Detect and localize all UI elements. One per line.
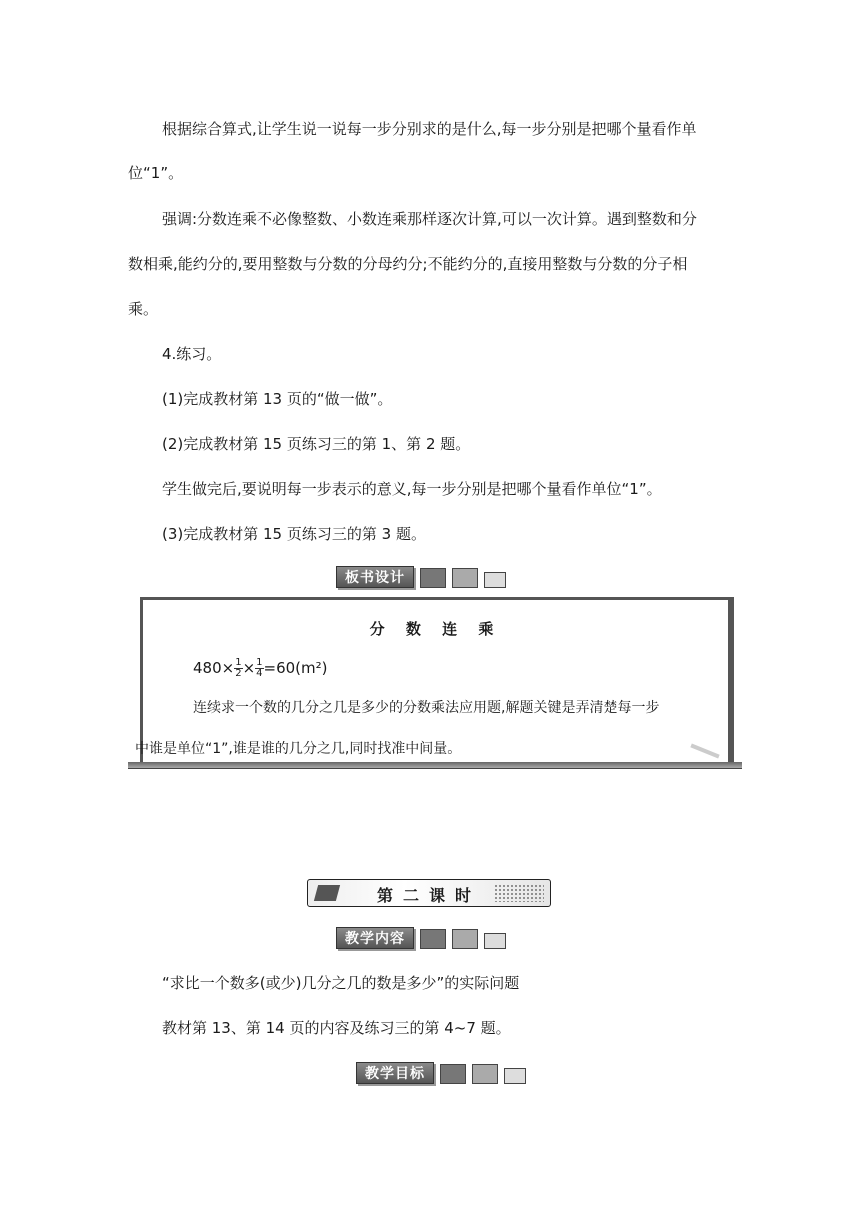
fraction: $\frac{1}{4}$	[256, 657, 263, 679]
paragraph-line: 4.练习。	[162, 345, 222, 363]
board-title: 分 数 连 乘	[369, 620, 502, 638]
content-line: 教材第 13、第 14 页的内容及练习三的第 4~7 题。	[162, 1019, 511, 1037]
badge-square-icon	[420, 568, 446, 588]
badge-square-icon	[420, 929, 446, 949]
paragraph-line: (1)完成教材第 13 页的“做一做”。	[162, 390, 393, 408]
goals-badge	[356, 1062, 526, 1084]
lesson-title: 第二课时	[376, 886, 481, 905]
badge-square-icon	[484, 933, 506, 949]
badge-square-icon	[504, 1068, 526, 1084]
lesson-banner	[307, 879, 551, 907]
fraction: $\frac{1}{2}$	[235, 657, 242, 679]
paragraph-line: (2)完成教材第 15 页练习三的第 1、第 2 题。	[162, 435, 471, 453]
paragraph-line: 位“1”。	[128, 164, 184, 182]
paragraph-line: 根据综合算式,让学生说一说每一步分别求的是什么,每一步分别是把哪个量看作单	[162, 120, 697, 138]
badge-label: 教学目标	[356, 1062, 434, 1084]
paragraph-line: (3)完成教材第 15 页练习三的第 3 题。	[162, 525, 426, 543]
badge-square-icon	[452, 568, 478, 588]
badge-label: 教学内容	[336, 927, 414, 949]
paragraph-line: 强调:分数连乘不必像整数、小数连乘那样逐次计算,可以一次计算。遇到整数和分	[162, 210, 697, 228]
board-description: 连续求一个数的几分之几是多少的分数乘法应用题,解题关键是弄清楚每一步	[193, 700, 660, 716]
board-design-badge	[336, 566, 506, 588]
badge-label: 板书设计	[336, 566, 414, 588]
paragraph-line: 学生做完后,要说明每一步表示的意义,每一步分别是把哪个量看作单位“1”。	[162, 480, 662, 498]
board-description: 中谁是单位“1”,谁是谁的几分之几,同时找准中间量。	[135, 741, 462, 757]
dot-pattern-icon	[494, 884, 544, 902]
badge-square-icon	[440, 1064, 466, 1084]
paragraph-line: 数相乘,能约分的,要用整数与分数的分母约分;不能约分的,直接用整数与分数的分子相	[128, 255, 688, 273]
content-badge	[336, 927, 506, 949]
badge-square-icon	[452, 929, 478, 949]
paragraph-line: 乘。	[128, 300, 159, 318]
blackboard	[135, 597, 734, 765]
board-formula: 480× $\frac{1}{2}$ × $\frac{1}{4}$ =60(m²)	[193, 657, 328, 679]
blackboard-ledge	[128, 762, 742, 769]
badge-square-icon	[472, 1064, 498, 1084]
badge-square-icon	[484, 572, 506, 588]
content-line: “求比一个数多(或少)几分之几的数是多少”的实际问题	[162, 974, 520, 992]
